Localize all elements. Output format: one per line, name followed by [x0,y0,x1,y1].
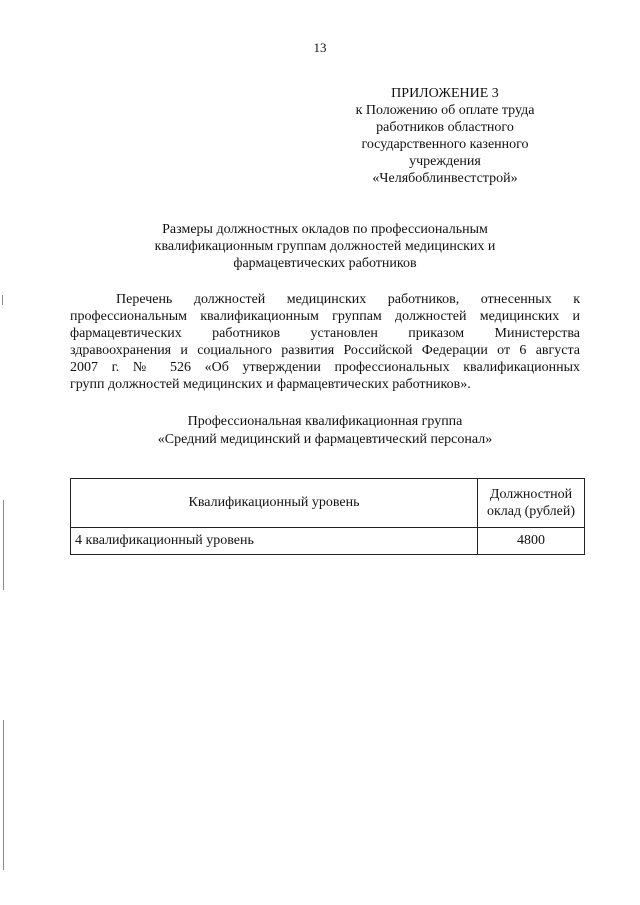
intro-line: 2007 г. № 526 «Об утверждении профессиональных квалификационных [70,360,580,375]
group-title [70,413,580,449]
table-header-row [71,479,585,528]
group-title-line: «Средний медицинский и фармацевтический персонал» [157,432,493,447]
appendix-line: к Положению об оплате труда [355,103,535,118]
document-title [100,221,550,272]
salary-table [70,478,585,555]
group-title-line: Профессиональная квалификационная группа [187,414,463,429]
table-row [71,528,585,555]
intro-line: фармацевтических работников установлен приказом Министерства [70,326,580,341]
header-salary [478,479,585,528]
appendix-heading: ПРИЛОЖЕНИЕ 3 [391,86,499,101]
title-line: Размеры должностных окладов по профессиональным [162,222,488,237]
amount-cell: 4800 [478,528,585,555]
title-line: фармацевтических работников [233,256,417,271]
scan-artifact [3,720,4,870]
intro-line: профессиональным квалификационным группам должностей медицинских и [70,309,580,324]
intro-line: Перечень должностей медицинских работников, отнесенных к [116,292,580,307]
page-number: 13 [313,40,327,55]
appendix-line: работников областного [376,120,514,135]
title-line: квалификационным группам должностей медицинских и [154,239,496,254]
appendix-line: «Челябоблинвестстрой» [372,171,518,186]
header-salary-line: Должностной [489,487,573,502]
header-level: Квалификационный уровень [71,479,478,528]
scan-artifact [3,500,4,590]
intro-line: здравоохранения и социального развития Российской Федерации от 6 августа [70,343,580,358]
intro-paragraph [70,291,580,393]
appendix-line: учреждения [409,154,481,169]
intro-line: групп должностей медицинских и фармацевтических работников». [70,377,471,392]
level-cell: 4 квалификационный уровень [71,528,478,555]
scan-artifact [2,295,3,305]
appendix-block [335,85,555,187]
header-salary-line: оклад (рублей) [486,504,576,519]
appendix-line: государственного казенного [361,137,529,152]
